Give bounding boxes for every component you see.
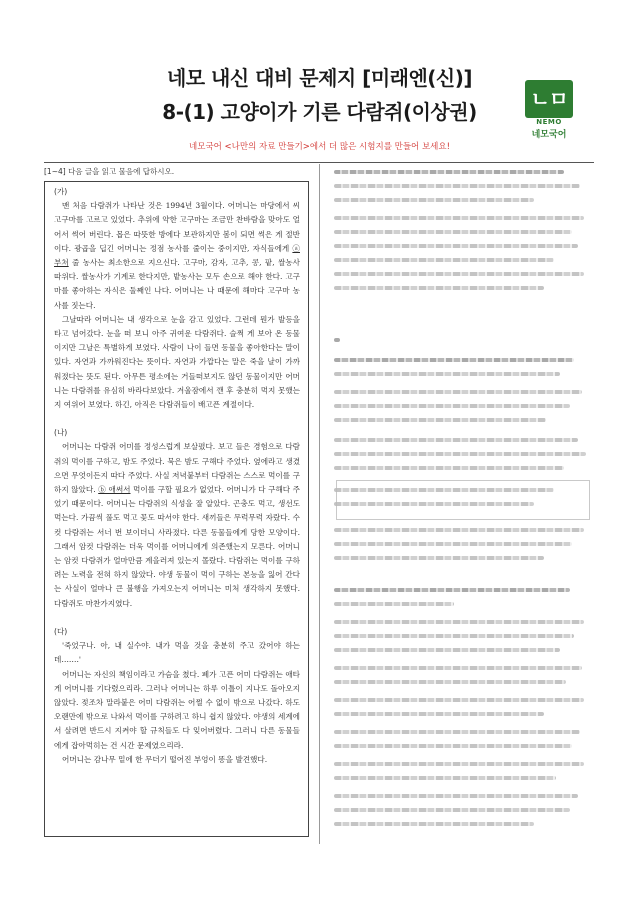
blurred-text-line — [334, 730, 580, 734]
blurred-text-line — [334, 620, 584, 624]
blurred-text-line — [334, 216, 584, 220]
blurred-text-line — [334, 680, 566, 684]
blurred-text-line — [334, 542, 572, 546]
reading-passage — [44, 181, 309, 837]
blurred-text-line — [334, 286, 544, 290]
blurred-text-line — [334, 198, 534, 202]
column-divider — [319, 164, 320, 844]
blurred-text-line — [334, 184, 580, 188]
blurred-text-line — [334, 438, 578, 442]
blurred-text-line — [334, 762, 584, 766]
section-label-da: (다) — [54, 626, 68, 636]
blurred-text-line — [334, 272, 584, 276]
blurred-text-line — [334, 528, 584, 532]
promo-text[interactable]: 네모국어 <나만의 자료 만들기>에서 더 많은 시험지를 만들어 보세요! — [189, 142, 450, 152]
marked-word-b: ⓑ 애써서 — [98, 485, 131, 495]
blurred-text-line — [334, 390, 582, 394]
page-subtitle: 8-(1) 고양이가 기른 다람쥐(이상권) — [162, 100, 477, 124]
blurred-text-line — [334, 452, 586, 456]
blurred-text-line — [334, 698, 584, 702]
passage-paragraph: 맨 처음 다람쥐가 나타난 것은 1994년 3월이다. 어머니는 마당에서 씨 고구마를 고르고 있었다. 추위에 약한 고구마는 조금만 찬바람을 맞아도 얼어서 썩어 버린다. 몹은 따뜻한 방에다 보관하지만 봄이 되면 썩은 게 절반이다. 광곱을 딥긴 어머니는 정점 농사를 줄이는 중이지만, 자식들에게 ⓐ 부쳐 줄 농사는 최소한으로 지으신다. 고구마, 감자, 고추, 콩, 팥, 쌀농사 따위다. 쌀농사가 기계로 한다지만, 밭농사는 모두 손으로 해야 한다. 고구마를 좋아하는 자식은 둘째인 나다. 어머니는 나 때문에 해마다 고구마 농사를 짓는다. — [54, 201, 300, 310]
blurred-text-line — [334, 230, 572, 234]
passage-paragraph: 어머니는 자신의 책임이라고 가슴을 쳤다. 폐가 고픈 어미 다람쥐는 애타게 어머니를 기다렸으리라. 그러나 어머니는 하루 이틀이 지나도 돌아오지 않았다. 젖조차 말라붙은 어미 다람쥐는 어쩔 수 없이 밖으로 나갔다. 하도 오랜만에 밖으로 나와서 먹이를 구하려고 하니 쉽지 않았다. 야생의 세계에서 살려면 반드시 지켜야 할 규칙들도 다 잊어버렸다. 그러니 다른 동물들에게 잡아먹히는 건 시간 문제였으리라. — [54, 669, 300, 750]
blurred-text-line — [334, 404, 570, 408]
blurred-text-line — [334, 338, 340, 342]
blurred-text-line — [334, 488, 554, 492]
blurred-text-line — [334, 602, 454, 606]
blurred-questions — [334, 168, 596, 840]
passage-paragraph: 그날따라 어머니는 내 생각으로 눈을 감고 있었다. 그런데 뭔가 발등을 타고 넘어갔다. 눈을 떠 보니 아주 귀여운 다람쥐다. 슬쩍 게 보아 온 동물이지만 그날은 특별하게 보였다. 사람이 나이 들면 동물을 좋아한다는 말이 있다. 자연과 가까워진다는 뜻이다. 자연과 가깝다는 말은 죽을 날이 가까워졌다는 뜻도 된다. 아무튼 평소에는 거들떠보지도 않던 동물이지만 어머니는 다람쥐를 유심히 바라다보았다. 겨울잠에서 깬 후 충분히 먹지 못했는지 여위어 보였다. 하긴, 아직은 다람쥐들이 배고픈 계절이다. — [54, 314, 300, 410]
marked-word-a: ⓐ 부쳐 — [54, 243, 300, 268]
passage-paragraph: '죽었구나. 아, 내 실수야. 내가 먹을 것을 충분히 주고 갔어야 하는데…….' — [54, 641, 300, 665]
blurred-text-line — [334, 418, 546, 422]
section-label-na: (나) — [54, 428, 68, 438]
blurred-text-line — [334, 808, 570, 812]
logo-korean-label: 네모국어 — [531, 130, 567, 140]
section-label-ga: (가) — [54, 187, 68, 196]
blurred-choice-box — [336, 480, 590, 520]
blurred-text-line — [334, 666, 582, 670]
blurred-text-line — [334, 358, 574, 362]
blurred-text-line — [334, 502, 534, 506]
blurred-text-line — [334, 244, 578, 248]
nemo-logo — [525, 80, 573, 118]
blurred-text-line — [334, 556, 544, 560]
logo-glyph: ㄴㅁ — [530, 87, 568, 111]
header-divider — [44, 162, 594, 163]
blurred-text-line — [334, 712, 544, 716]
blurred-text-line — [334, 466, 564, 470]
page-title: 네모 내신 대비 문제지 [미래엔(신)] — [166, 66, 473, 90]
blurred-text-line — [334, 822, 534, 826]
blurred-text-line — [334, 634, 574, 638]
blurred-text-line — [334, 170, 564, 174]
blurred-text-line — [334, 648, 560, 652]
passage-paragraph: 어머니는 다람쥐 어미를 정성스럽게 보살폈다. 보고 들은 경험으로 다람쥐의 먹이를 구하고, 밤도 주었다. 묵은 밤도 구해다 주었다. 옆에라고 생겼으면 무엇이든지 따다 주었다. 사실 저녁붙부터 다람쥐는 스스로 먹이를 구하지 않았다. ⓑ 애써서 먹이를 구할 필요가 없었다. 어머니가 다 구해다 주었기 때문이다. 어머니는 다람쥐의 식성을 잘 알았다. 곤충도 먹고, 생선도 먹는다. 가끔씩 풀도 먹고 꽃도 따서야 한다. 새끼들은 무럭무럭 자랐다. 수컷 다람쥐는 서너 번 보이더니 사라졌다. 다른 동물들에게 당한 모양이다. 그래서 암컷 다람쥐는 더욱 먹이를 어머니에게 의존했는지 모른다. 어머니는 암컷 다람쥐가 얼마만큼 계을러져 있는지 몰랐다. 다람쥐는 먹이를 구하려는 노력을 전혀 하지 않았다. 야생 동물이 먹이 구하는 본능을 잃어 간다는 사실이 얼마나 큰 불행을 가져오는지 어머니는 미처 생각하지 못했다. 다람쥐도 마찬가지였다. — [54, 442, 301, 608]
blurred-text-line — [334, 776, 556, 780]
blurred-text-line — [334, 744, 572, 748]
passage-paragraph: 어머니는 감나무 밑에 한 무더기 떨어진 부엉이 똥을 발견했다. — [62, 754, 268, 764]
blurred-text-line — [334, 588, 570, 592]
blurred-text-line — [334, 258, 554, 262]
logo-english-label: NEMO — [536, 118, 562, 126]
blurred-text-line — [334, 794, 578, 798]
blurred-text-line — [334, 372, 560, 376]
question-instruction: [1~4] 다음 글을 읽고 물음에 답하시오. — [44, 167, 175, 176]
